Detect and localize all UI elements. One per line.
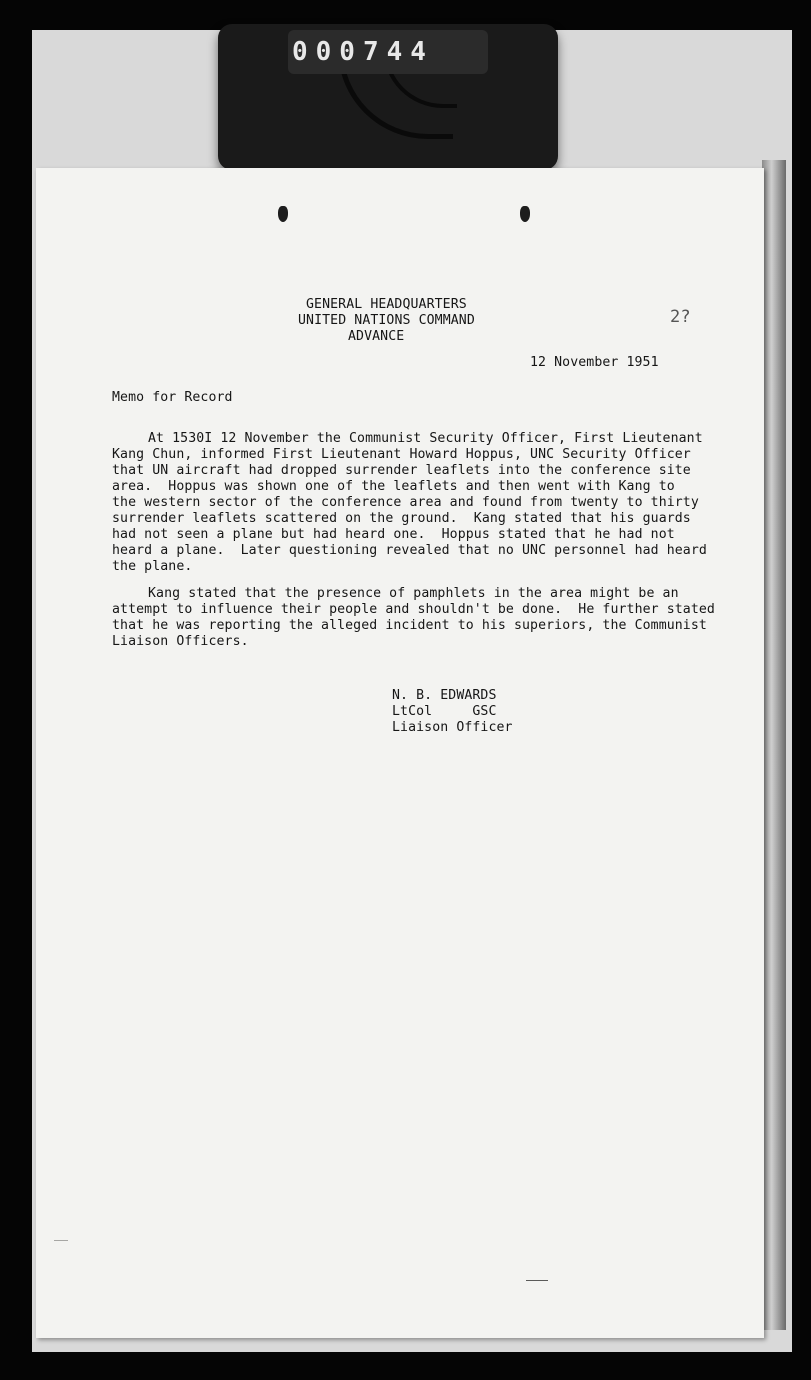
paragraph-1-line: heard a plane. Later questioning revealed that no UNC personnel had heard <box>112 543 707 558</box>
header-line-1: GENERAL HEADQUARTERS <box>306 297 467 312</box>
paragraph-2-line: that he was reporting the alleged incident to his superiors, the Communist <box>112 618 707 633</box>
punch-hole-left <box>278 206 288 222</box>
memo-title: Memo for Record <box>112 390 233 405</box>
paragraph-1-line: area. Hoppus was shown one of the leaflets and then went with Kang to <box>112 479 675 494</box>
clipboard-edge <box>762 160 786 1330</box>
page-number-mark: 2? <box>670 307 691 327</box>
frame-counter-device <box>218 24 558 170</box>
header-line-3: ADVANCE <box>348 329 405 344</box>
memo-page <box>36 168 764 1338</box>
paragraph-1-line: surrender leaflets scattered on the ground. Kang stated that his guards <box>112 511 691 526</box>
signatory-title: Liaison Officer <box>392 720 513 735</box>
signatory-name: N. B. EDWARDS <box>392 688 497 703</box>
signatory-rank: LtCol GSC <box>392 704 497 719</box>
paragraph-1-line: Kang Chun, informed First Lieutenant Howard Hoppus, UNC Security Officer <box>112 447 691 462</box>
paragraph-1-line: the plane. <box>112 559 193 574</box>
paragraph-1-line: that UN aircraft had dropped surrender leaflets into the conference site <box>112 463 691 478</box>
punch-hole-right <box>520 206 530 222</box>
paragraph-1-line: had not seen a plane but had heard one. Hoppus stated that he had not <box>112 527 675 542</box>
paper-mark <box>526 1280 548 1281</box>
paper-mark <box>54 1240 68 1241</box>
paragraph-1-line: the western sector of the conference area and found from twenty to thirty <box>112 495 699 510</box>
paragraph-1-line: At 1530I 12 November the Communist Security Officer, First Lieutenant <box>148 431 703 446</box>
memo-date: 12 November 1951 <box>530 355 659 370</box>
header-line-2: UNITED NATIONS COMMAND <box>298 313 475 328</box>
paragraph-2-line: attempt to influence their people and shouldn't be done. He further stated <box>112 602 715 617</box>
paragraph-2-line: Kang stated that the presence of pamphlets in the area might be an <box>148 586 679 601</box>
frame-counter-digits: 000744 <box>292 37 434 67</box>
paragraph-2-line: Liaison Officers. <box>112 634 249 649</box>
